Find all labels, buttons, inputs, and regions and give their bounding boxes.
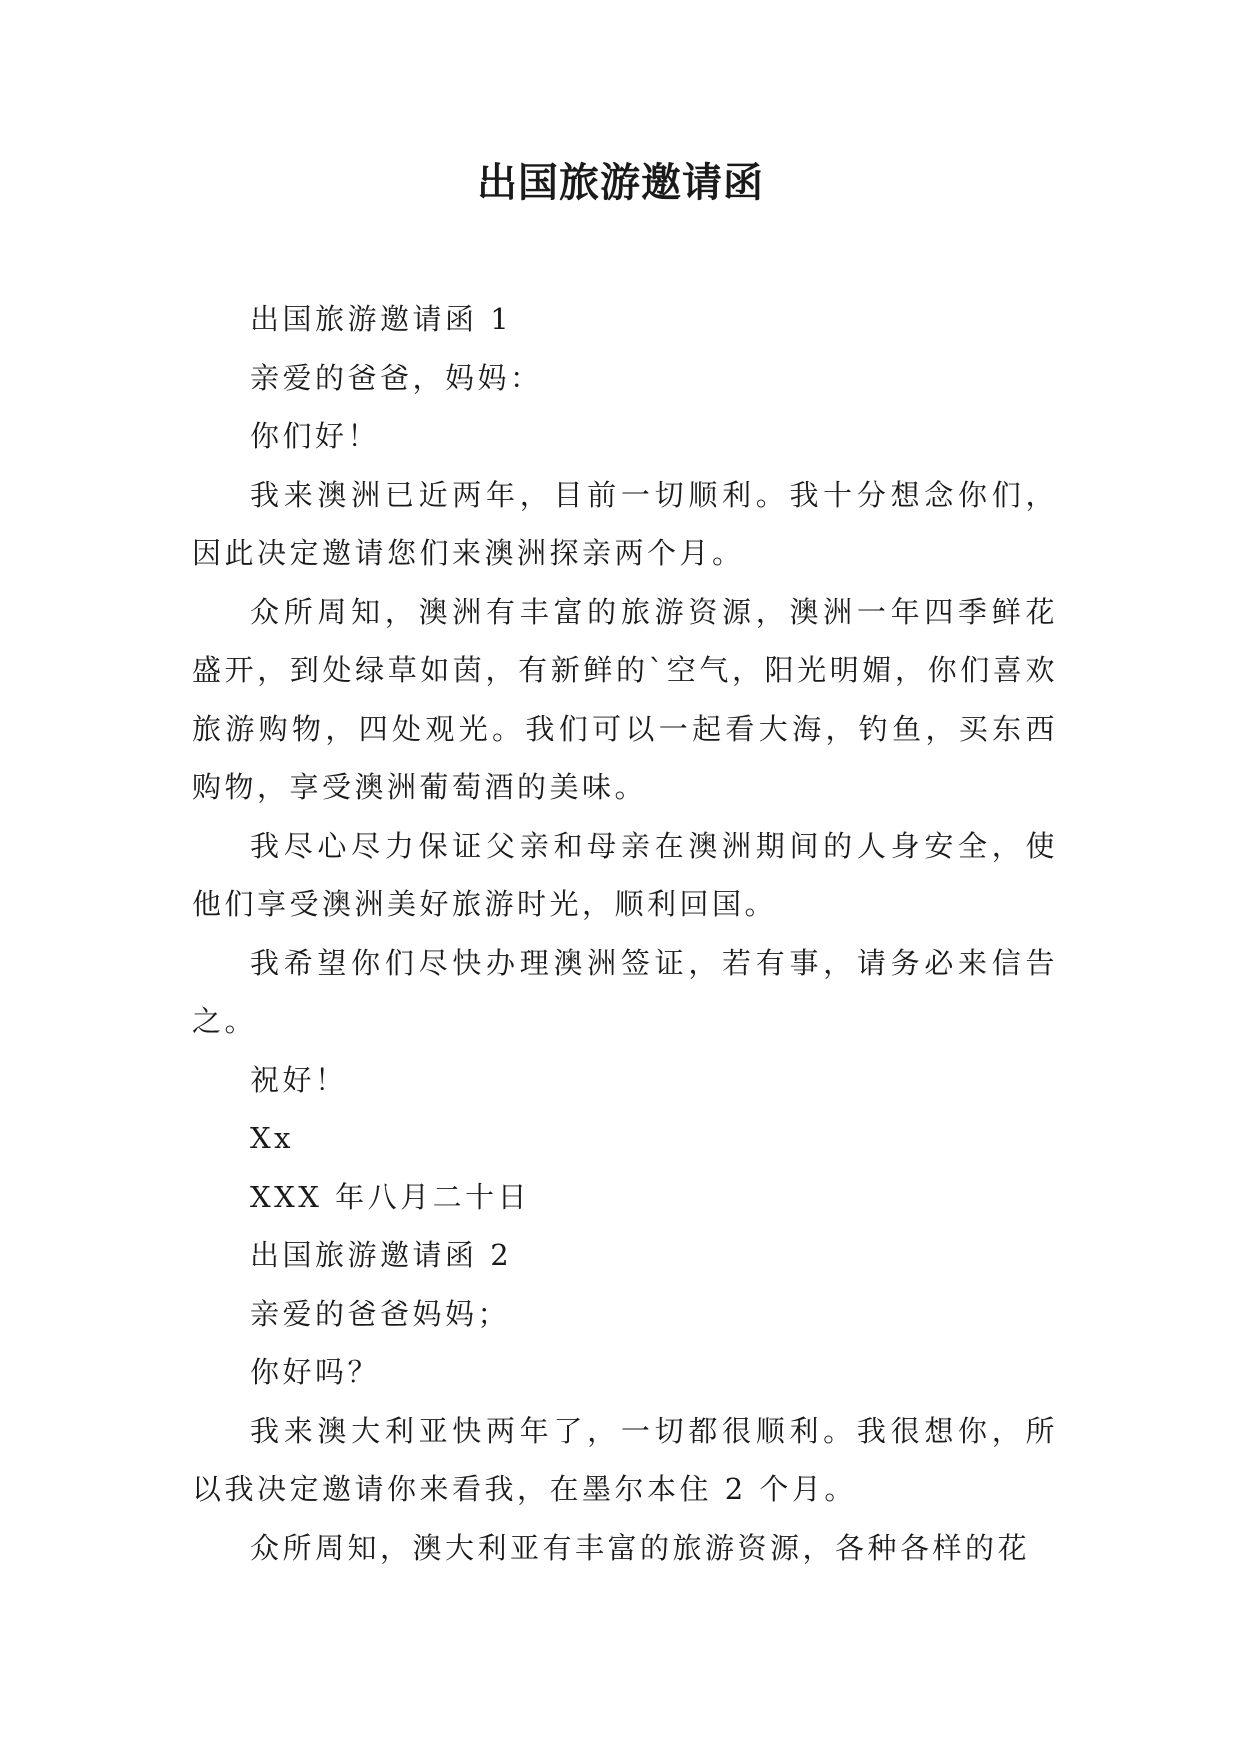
paragraph-date: XXX 年八月二十日 [250,1179,531,1214]
paragraph: 我来澳大利亚快两年了，一切都很顺利。我很想你，所以我决定邀请你来看我，在墨尔本住 2 个月。 [192,1413,1058,1506]
paragraph-signature: Xx [250,1121,295,1155]
paragraph-closing: 祝好！ [250,1062,348,1097]
document-body [192,290,1058,1577]
paragraph: 众所周知，澳大利亚有丰富的旅游资源，各种各样的花 [250,1530,1031,1565]
paragraph: 众所周知，澳洲有丰富的旅游资源，澳洲一年四季鲜花盛开，到处绿草如茵，有新鲜的`空气，阳光明媚，你们喜欢旅游购物，四处观光。我们可以一起看大海，钓鱼，买东西购物，享受澳洲葡萄酒的美味。 [192,594,1058,804]
document-title: 出国旅游邀请函 [477,160,764,206]
paragraph-salutation-2: 亲爱的爸爸妈妈； [250,1296,511,1331]
paragraph-heading-1: 出国旅游邀请函 1 [250,302,513,336]
paragraph-salutation-1: 亲爱的爸爸，妈妈： [250,360,543,395]
paragraph: 我希望你们尽快办理澳洲签证，若有事，请务必来信告之。 [192,945,1058,1038]
paragraph-greeting-1: 你们好！ [250,419,381,453]
paragraph-heading-2: 出国旅游邀请函 2 [250,1238,513,1272]
paragraph: 我来澳洲已近两年，目前一切顺利。我十分想念你们，因此决定邀请您们来澳洲探亲两个月。 [192,477,1058,570]
paragraph-greeting-2: 你好吗？ [250,1355,381,1389]
paragraph: 我尽心尽力保证父亲和母亲在澳洲期间的人身安全，使他们享受澳洲美好旅游时光，顺利回国。 [192,828,1058,921]
